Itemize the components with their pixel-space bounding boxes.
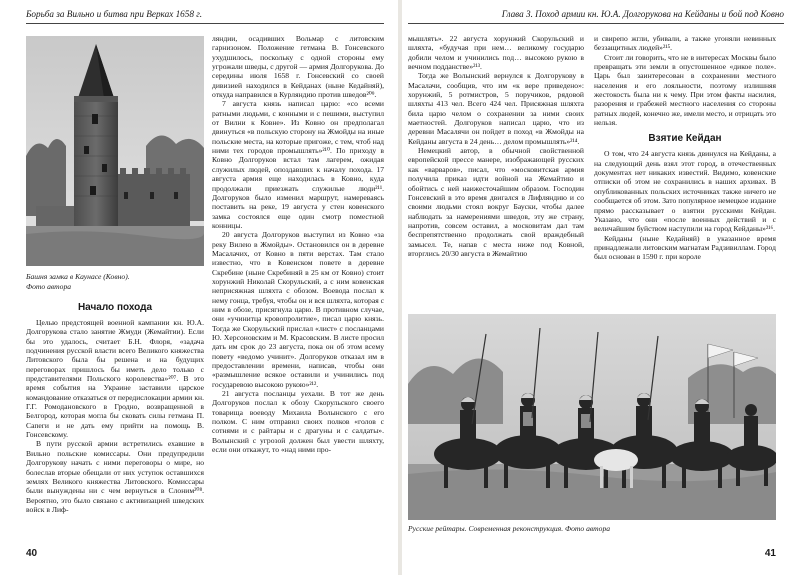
paragraph: мышлять». 22 августа хорунжий Скорульский и шляхта, «будучая при нем… великому государю добили челом и учинились под… высокою рукою в вечном подданстве»²¹³. (408, 34, 584, 72)
paragraph: Немецкий автор, в обычной свойственной европейской прессе манере, изображающей русских как «варваров», писал, что «московитская армия получила приказ идти войной на Жемайтию и обойтись с ней наижесточайшим образом. Господин Гонсевский в это время двигался в Лифляндию и со своими людьми стоял вокруг Бауски, чтобы далее наблюдать за намерениями шведов, эту же страну, напротив, совсем оставил, а московитам дал там беспрепятственно продолжать свой враждебный замысел. Те, напав с места ниже под Ковной, вторглись 20/30 августа в Жемайтию (408, 146, 584, 258)
reenactment-caption: Русские рейтары. Современная реконструкция. Фото автора (408, 524, 611, 533)
section-title-keidany: Взятие Кейдан (648, 133, 722, 145)
left-column-1 (26, 296, 204, 540)
right-column-2 (594, 34, 776, 304)
paragraph: ляндии, осадивших Вольмар с литовским гарнизоном. Положение гетмана В. Гонсевского ухудшилось, поскольку с одной стороны ему угрожали шведы, с другой — армия Долгорукова. До середины июля 1658 г. Гонсевский со своей дивизией находился в Кейданах (ныне Кедайняй), откуда направился в Курляндию против шведов²⁰⁹. (212, 34, 384, 100)
running-head-right: Глава 3. Поход армии кн. Ю.А. Долгорукова на Кейданы и бой под Ковно (408, 8, 784, 24)
castle-tower-image (26, 36, 204, 266)
paragraph: В пути русской армии встретились ехавшие в Вильно польские комиссары. Они предупредили Долгорукову начать с ними переговоры о мире, но болеслав вторые обещали от них уступок оставшихся землях Великого княжества Литовского. Комиссары были вынуждены ни с чем вернуться в Слоним²⁰⁸. Вероятно, это было связано с активизацией шведских войск в Лиф- (26, 439, 204, 514)
paragraph: Стоит ли говорить, что не в интересах Москвы было превращать эти земли в опустошенное «дикое поле». Царь был заинтересован в сохранении местного населения и его лояльности, поэтому излишняя жестокость была ни к чему. При этом факты насилия, разорения и грабежей местного населения со стороны ратных людей, конечно же, имели место, и отрицать это нельзя. (594, 52, 776, 128)
page-number-left: 40 (26, 548, 38, 559)
cavalry-reenactment-image (408, 314, 776, 520)
right-column-1 (408, 34, 584, 304)
castle-tower-photo (26, 36, 204, 266)
paragraph: 20 августа Долгоруков выступил из Ковно «за реку Вилею в Жмойды». Остановился он в деревне Масалачих, от Ковно в пяти верстах. Там стало известно, что в Ковенском повете в деревне Скребине (ныне Скребиняй в 25 км от Ковно) стоит хорунжий Николай Скорульский, а с ним ковенская неприсяжная шляхта с обозом. Воевода послал к нему гонца, требуя, чтобы он и вся шляхта, которая с ним в обозе, присягнула царю. В противном случае, они «учинитца кровопролитие», писал царю князь. Тогда же Скорульский прислал «лист» с посланцами Ю. Херсоновским и М. Красовским. В листе просил дать им срок до 23 августа, пока он об этом всему повету «ведомо учинит». Долгоруков отказал им в предоставлении времени, написав, чтобы они «размышление всякое оставили и учинились под государевою высокою рукою»²¹². (212, 230, 384, 389)
paragraph: 21 августа посланцы уехали. В тот же день Долгоруков послал к обозу Скорульского своего товарища воеводу Михаила Волынского с его полком. С ним отправил своих полков «голов с сотнями и с райтары и с драгуны и с салдаты». Волынский с угрозой должен был увести шляхту, если они откажут, то «над ними про- (212, 389, 384, 455)
paragraph: Кейданы (ныне Кедайняй) в указанное время принадлежали литовским магнатам Радзивиллам. Город был основан в 1590 г. при короле (594, 233, 776, 262)
running-head-left: Борьба за Вильно и битва при Верках 1658 г. (26, 8, 384, 24)
paragraph: и свирепо жгли, убивали, а также угоняли невинных беззащитных людей»²¹⁵. (594, 34, 776, 53)
reenactment-photo (408, 314, 776, 520)
photo-caption-credit: Фото автора (26, 281, 72, 291)
left-page (0, 0, 398, 575)
photo-caption (26, 272, 204, 291)
page-number-right: 41 (764, 548, 776, 559)
paragraph: 7 августа князь написал царю: «со всеми ратными людьми, с конными и с пешими, выступил от Вилни к Ковне». Из Ковно он предполагал двинуться «в польскую сторону на Жмойды на иные польские места, на которые пригоже, с тем, чтоб над ними тех городов промышлять»²¹⁰. По приходу в Ковно Долгоруков встал там лагерем, ожидая служилых людей, опоздавших к началу похода. 17 августа армия еще находилась в Ковно, куда продолжали приезжать служилые люди²¹¹. Долгоруков было изменил маршрут, намереваясь поставить на реке, 19 августа у стен ковенского замка состоялся еще один смотр поместной конницы. (212, 99, 384, 230)
right-page (402, 0, 800, 575)
paragraph: О том, что 24 августа князь двинулся на Кейданы, а на следующий день взял этот город, в отечественных документах нет никаких известий. Видимо, ковенские отписки об этом не сохранились в наших архивах. В опубликованных польских источниках также ничего не сообщается об этом. Зато популярное немецкое издание прямо рассказывает о взятии русскими Кейдан. Указано, что они «после военных действий и с величайшим буйством наступили на город Кейданы»²¹⁶. (594, 149, 776, 234)
paragraph: Тогда же Волынский вернулся к Долгорукову в Масалачи, сообщив, что им «к вере приведено»: хорунжий, 5 ротмистров, 5 поручиков, рядовой шляхты 413 чел. Всего 424 чел. Присяжная шляхта била царю челом о сохранении за ними своих маетностей. Долгоруков написал царю, что из деревни Масалячи он пойдет в поход «в Жмойды на Кейданы августа в 24 день… делом промышлять»²¹⁴. (408, 71, 584, 146)
paragraph: Целью предстоящей военной кампании кн. Ю.А. Долгорукова стало занятие Жмуди (Жемайтии). Если бы это удалось, считает Б.Н. Флоря, «задача подчинения русской власти всего Великого княжества Литовского была бы решена и на будущих переговорах пришлось бы иметь дело только с представителями Польского королевства»²⁰⁷. В это время события на Украине заставили царское командование отказаться от передислокации армии кн. Г.Г. Ромодановского в Гродно, возвращенной в Белгород, которая могла бы сковать силы гетмана П. Сапеги и не дать ему прийти на помощь В. Гонсевскому. (26, 318, 204, 440)
section-title-start: Начало похода (77, 302, 153, 313)
photo-caption-title: Башня замка в Каунасе (Ковно). (26, 272, 130, 281)
left-column-2 (212, 34, 384, 540)
